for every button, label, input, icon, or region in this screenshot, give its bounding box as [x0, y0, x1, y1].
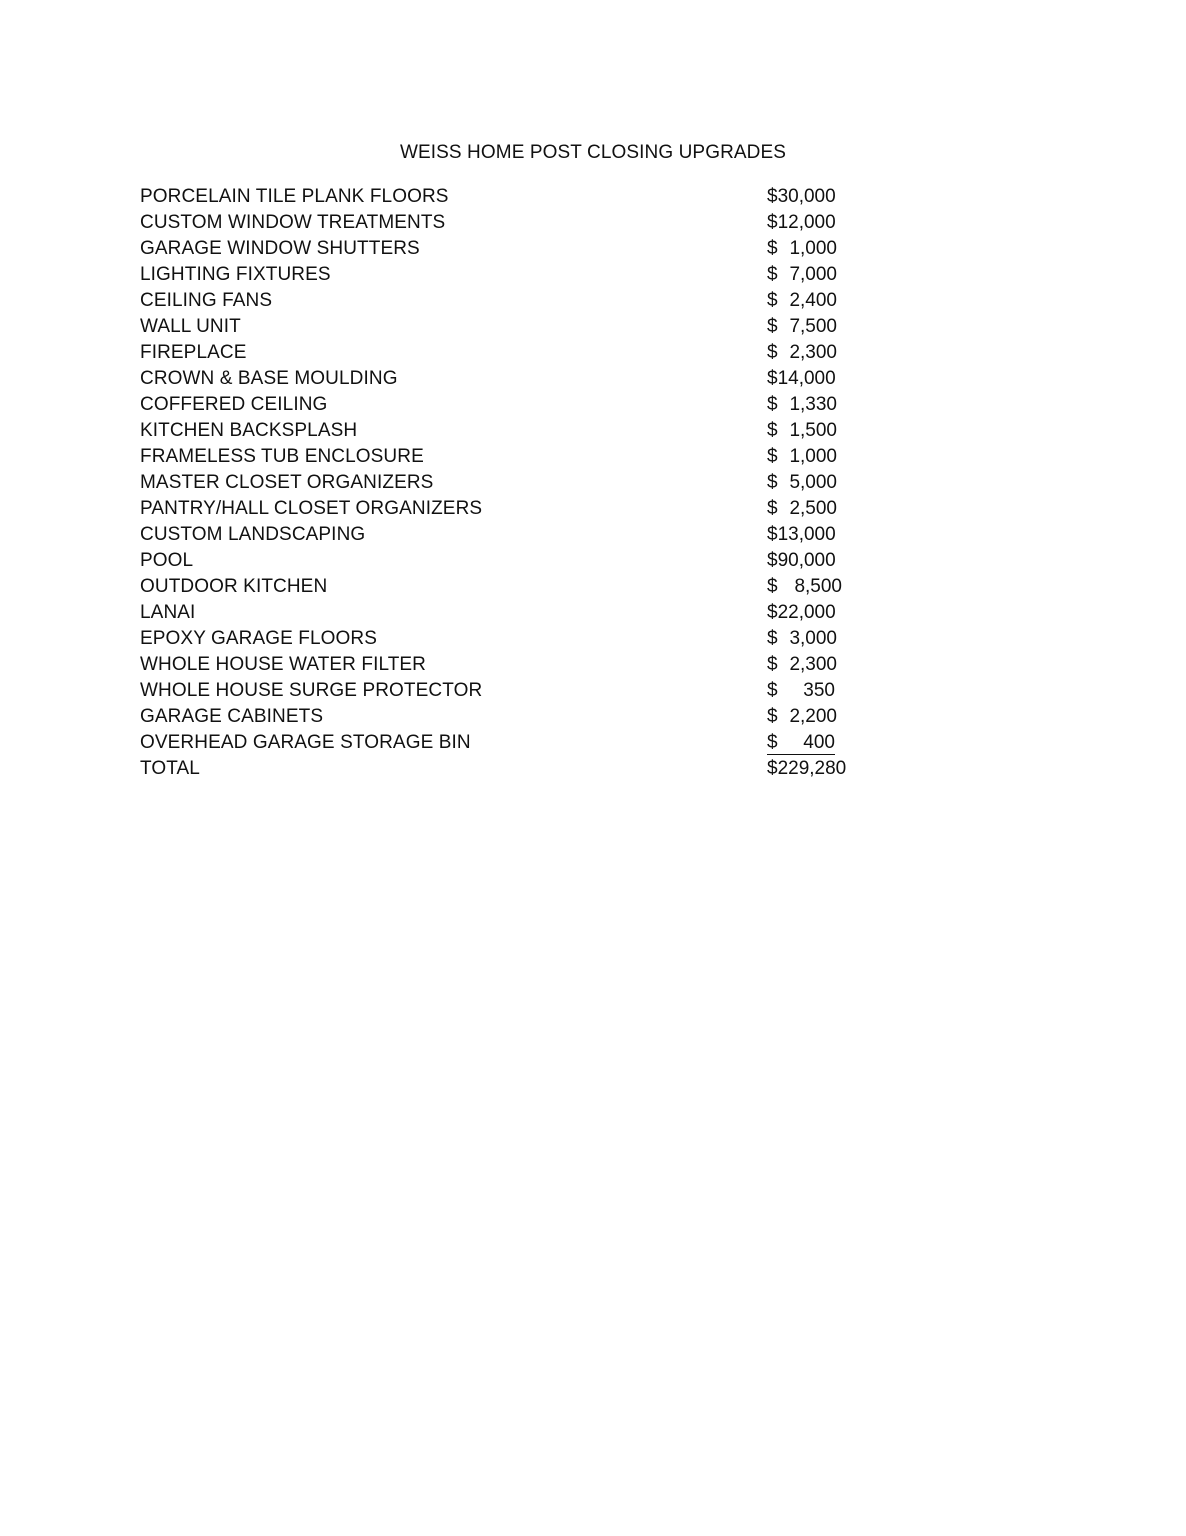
item-label: CROWN & BASE MOULDING [140, 368, 398, 389]
list-item [140, 704, 900, 730]
item-label: WALL UNIT [140, 316, 241, 337]
item-label: LANAI [140, 602, 196, 623]
currency-symbol: $ [767, 290, 778, 311]
total-label: TOTAL [140, 758, 200, 779]
currency-symbol: $ [767, 238, 778, 259]
item-label: FIREPLACE [140, 342, 247, 363]
upgrades-list [140, 184, 900, 782]
currency-symbol: $ [767, 472, 778, 493]
list-item [140, 600, 900, 626]
item-label: MASTER CLOSET ORGANIZERS [140, 472, 434, 493]
item-label: POOL [140, 550, 194, 571]
list-item [140, 574, 900, 600]
list-item [140, 184, 900, 210]
item-amount [767, 730, 835, 755]
amount-value: 7,000 [789, 264, 837, 285]
item-amount: $12,000 [767, 212, 836, 233]
item-amount: $90,000 [767, 550, 836, 571]
list-item [140, 730, 900, 756]
amount-value: 5,000 [789, 472, 837, 493]
item-label: WHOLE HOUSE WATER FILTER [140, 654, 427, 675]
currency-symbol: $ [767, 498, 778, 519]
amount-value: 8,500 [794, 576, 842, 597]
amount-value: 1,000 [789, 238, 837, 259]
amount-value: 1,330 [789, 394, 837, 415]
item-label: EPOXY GARAGE FLOORS [140, 628, 378, 649]
currency-symbol: $ [767, 732, 778, 753]
currency-symbol: $ [767, 628, 778, 649]
item-amount: $22,000 [767, 602, 836, 623]
amount-value: 3,000 [789, 628, 837, 649]
list-item [140, 314, 900, 340]
total-amount: $229,280 [767, 758, 847, 779]
item-label: CUSTOM LANDSCAPING [140, 524, 366, 545]
amount-value: 2,400 [789, 290, 837, 311]
item-label: LIGHTING FIXTURES [140, 264, 331, 285]
amount-value: 7,500 [789, 316, 837, 337]
list-item [140, 236, 900, 262]
list-item [140, 366, 900, 392]
item-label: GARAGE CABINETS [140, 706, 324, 727]
amount-value: 1,500 [789, 420, 837, 441]
total-row [140, 756, 900, 782]
currency-symbol: $ [767, 420, 778, 441]
currency-symbol: $ [767, 394, 778, 415]
currency-symbol: $ [767, 680, 778, 701]
currency-symbol: $ [767, 576, 778, 597]
item-label: PANTRY/HALL CLOSET ORGANIZERS [140, 498, 483, 519]
item-label: COFFERED CEILING [140, 394, 328, 415]
currency-symbol: $ [767, 446, 778, 467]
list-item [140, 522, 900, 548]
amount-value: 2,500 [789, 498, 837, 519]
amount-value: 2,200 [789, 706, 837, 727]
currency-symbol: $ [767, 264, 778, 285]
list-item [140, 288, 900, 314]
list-item [140, 678, 900, 704]
amount-value: 1,000 [789, 446, 837, 467]
list-item [140, 392, 900, 418]
currency-symbol: $ [767, 342, 778, 363]
list-item [140, 652, 900, 678]
item-label: CEILING FANS [140, 290, 273, 311]
amount-value: 400 [803, 732, 835, 753]
list-item [140, 210, 900, 236]
list-item [140, 496, 900, 522]
currency-symbol: $ [767, 706, 778, 727]
list-item [140, 418, 900, 444]
list-item [140, 626, 900, 652]
currency-symbol: $ [767, 316, 778, 337]
amount-value: 2,300 [789, 342, 837, 363]
item-label: WHOLE HOUSE SURGE PROTECTOR [140, 680, 483, 701]
amount-value: 350 [803, 680, 835, 701]
currency-symbol: $ [767, 654, 778, 675]
item-label: PORCELAIN TILE PLANK FLOORS [140, 186, 449, 207]
item-amount: $13,000 [767, 524, 836, 545]
item-label: GARAGE WINDOW SHUTTERS [140, 238, 420, 259]
item-label: CUSTOM WINDOW TREATMENTS [140, 212, 446, 233]
list-item [140, 444, 900, 470]
list-item [140, 262, 900, 288]
item-label: OVERHEAD GARAGE STORAGE BIN [140, 732, 471, 753]
page-title: WEISS HOME POST CLOSING UPGRADES [399, 142, 787, 163]
item-amount: $30,000 [767, 186, 836, 207]
amount-value: 2,300 [789, 654, 837, 675]
item-label: OUTDOOR KITCHEN [140, 576, 328, 597]
item-label: FRAMELESS TUB ENCLOSURE [140, 446, 424, 467]
list-item [140, 340, 900, 366]
item-label: KITCHEN BACKSPLASH [140, 420, 358, 441]
list-item [140, 548, 900, 574]
list-item [140, 470, 900, 496]
item-amount: $14,000 [767, 368, 836, 389]
